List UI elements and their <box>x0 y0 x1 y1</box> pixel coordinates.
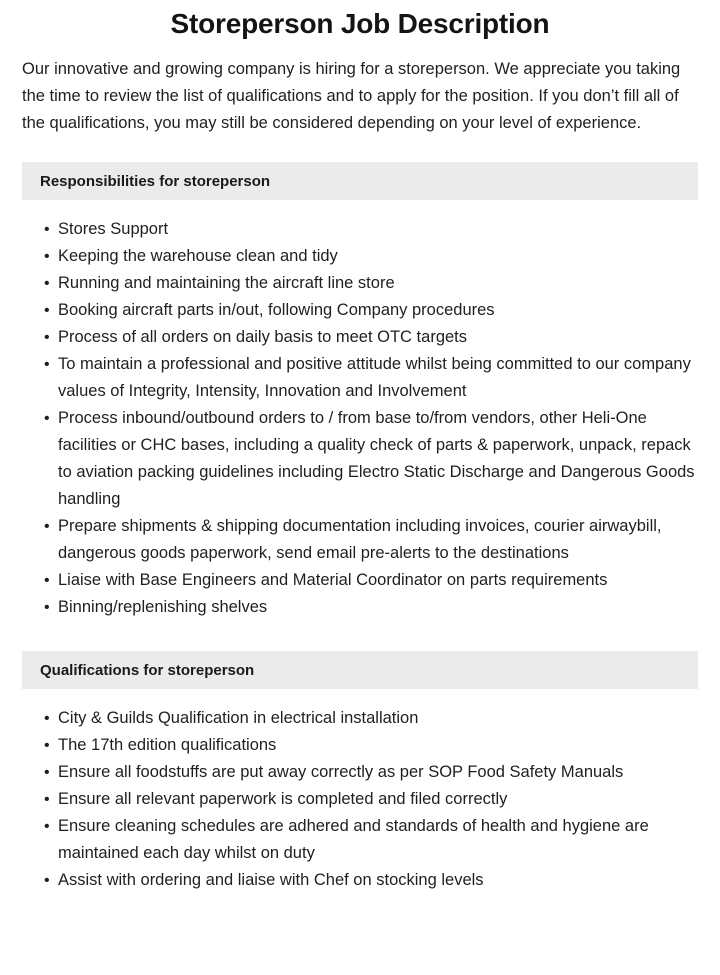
list-item: • Ensure cleaning schedules are adhered and standards of health and hygiene are maintained each day whilst on duty <box>0 813 698 867</box>
section-header-qualifications <box>22 651 698 689</box>
list-item: • Keeping the warehouse clean and tidy <box>0 243 698 270</box>
intro-paragraph: Our innovative and growing company is hiring for a storeperson. We appreciate you taking the time to review the list of qualifications and to apply for the position. If you don’t fill all of the qualifications, you may still be considered depending on your level of experience. <box>22 60 681 132</box>
section-qualifications <box>0 651 720 894</box>
list-item: • Running and maintaining the aircraft line store <box>0 270 698 297</box>
list-item: • Ensure all foodstuffs are put away correctly as per SOP Food Safety Manuals <box>0 759 698 786</box>
list-item: • Prepare shipments & shipping documentation including invoices, courier airwaybill, dangerous goods paperwork, send email pre-alerts to the destinations <box>0 513 698 567</box>
page-title: Storeperson Job Description <box>170 8 550 39</box>
responsibilities-list <box>0 216 720 621</box>
section-header-responsibilities <box>22 162 698 200</box>
list-item: • Assist with ordering and liaise with Chef on stocking levels <box>0 867 698 894</box>
list-item: • Ensure all relevant paperwork is completed and filed correctly <box>0 786 698 813</box>
list-item: • Booking aircraft parts in/out, following Company procedures <box>0 297 698 324</box>
list-item: • Stores Support <box>0 216 698 243</box>
list-item: • The 17th edition qualifications <box>0 732 698 759</box>
list-item: • Binning/replenishing shelves <box>0 594 698 621</box>
qualifications-list <box>0 705 720 894</box>
section-heading-label: Qualifications for storeperson <box>40 661 255 679</box>
list-item: • City & Guilds Qualification in electrical installation <box>0 705 698 732</box>
list-item: • Process of all orders on daily basis to meet OTC targets <box>0 324 698 351</box>
list-item: • Liaise with Base Engineers and Material Coordinator on parts requirements <box>0 567 698 594</box>
section-heading-label: Responsibilities for storeperson <box>40 172 271 190</box>
list-item: • To maintain a professional and positive attitude whilst being committed to our company values of Integrity, Intensity, Innovation and Involvement <box>0 351 698 405</box>
section-responsibilities <box>0 162 720 621</box>
list-item: • Process inbound/outbound orders to / from base to/from vendors, other Heli-One facilities or CHC bases, including a quality check of parts & paperwork, unpack, repack to aviation packing guidelines including Electro Static Discharge and Dangerous Goods handling <box>0 405 698 513</box>
